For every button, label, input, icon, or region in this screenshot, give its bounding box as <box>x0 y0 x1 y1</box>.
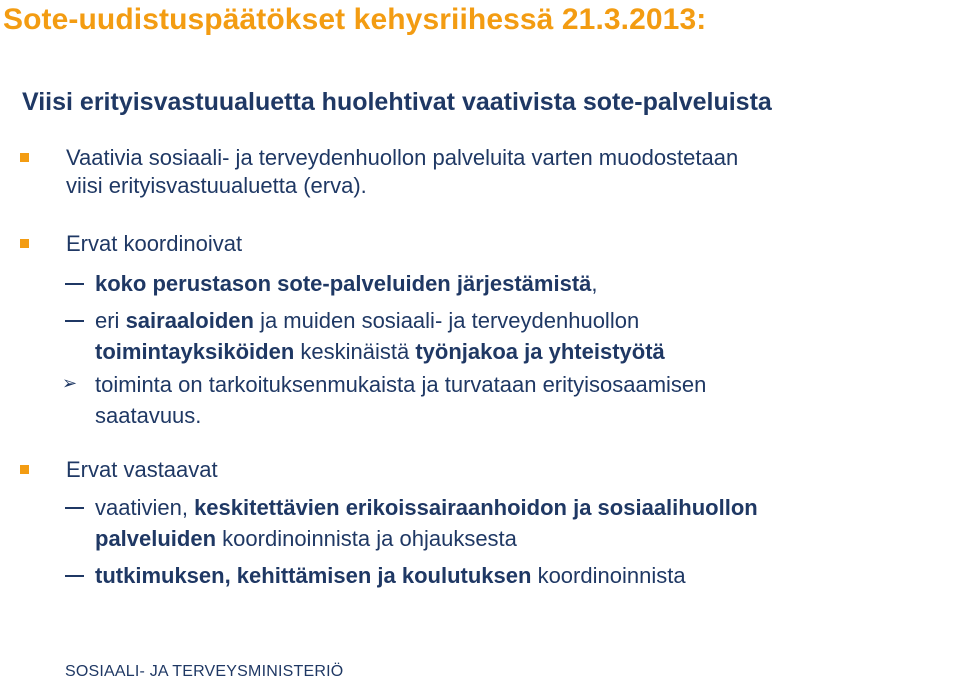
square-bullet-icon <box>20 153 29 162</box>
plain-text: ja muiden sosiaali- ja terveydenhuollon <box>253 308 640 333</box>
sub-bullet-text-line <box>95 336 665 367</box>
slide-subtitle: Viisi erityisvastuualuetta huolehtivat vaativista sote-palveluista <box>22 88 772 116</box>
dash-bullet-icon <box>65 283 84 285</box>
arrow-bullet-toiminta <box>62 369 707 431</box>
plain-text: koordinoinnista <box>531 563 686 588</box>
bullet-ervat-koordinoivat <box>66 230 242 258</box>
ministry-logo-text: SOSIAALI- JA TERVEYSMINISTERIÖ <box>65 663 344 680</box>
plain-text: keskinäistä <box>294 339 416 364</box>
sub-bullet-text-line <box>95 560 686 591</box>
sub-bullet-sairaaloiden <box>95 305 665 367</box>
dash-bullet-icon <box>65 507 84 509</box>
bullet-text-line: viisi erityisvastuualuetta (erva). <box>66 173 367 198</box>
sub-bullet-text <box>95 271 598 296</box>
arrow-bullet-text-line: toiminta on tarkoituksenmukaista ja turvataan erityisosaamisen <box>95 372 707 397</box>
arrow-bullet-text-line: saatavuus. <box>95 403 202 428</box>
bullet-heading: Ervat vastaavat <box>66 457 218 482</box>
plain-text: , <box>591 271 598 296</box>
bold-text: palveluiden <box>95 526 217 551</box>
sub-bullet-text-line <box>95 305 665 336</box>
square-bullet-icon <box>20 465 29 474</box>
square-bullet-icon <box>20 239 29 248</box>
plain-text: vaativien, <box>95 495 195 520</box>
sub-bullet-text-line <box>95 492 758 523</box>
sub-bullet-vaativien <box>95 492 758 554</box>
bold-text: sairaaloiden <box>125 308 254 333</box>
sub-bullet-perustason <box>95 268 598 299</box>
arrow-bullet-icon: ➢ <box>62 373 78 393</box>
bullet-heading: Ervat koordinoivat <box>66 231 243 256</box>
plain-text: eri <box>95 308 126 333</box>
sub-bullet-text-line <box>95 523 758 554</box>
bullet-vaativia <box>66 144 738 200</box>
bold-text: toimintayksiköiden <box>95 339 295 364</box>
bold-text: tutkimuksen, kehittämisen ja koulutuksen <box>95 563 532 588</box>
bold-text: koko perustason sote-palveluiden järjestämistä <box>95 271 592 296</box>
bold-text: keskitettävien erikoissairaanhoidon ja sosiaalihuollon <box>194 495 758 520</box>
plain-text: koordinoinnista ja ohjauksesta <box>216 526 517 551</box>
bold-text: työnjakoa ja yhteistyötä <box>415 339 665 364</box>
page-title: Sote-uudistuspäätökset kehysriihessä 21.3.2013: <box>3 3 707 36</box>
bullet-text-line: Vaativia sosiaali- ja terveydenhuollon palveluita varten muodostetaan <box>66 145 739 170</box>
dash-bullet-icon <box>65 320 84 322</box>
bullet-ervat-vastaavat <box>66 456 218 484</box>
dash-bullet-icon <box>65 575 84 577</box>
sub-bullet-tutkimuksen <box>95 560 686 591</box>
